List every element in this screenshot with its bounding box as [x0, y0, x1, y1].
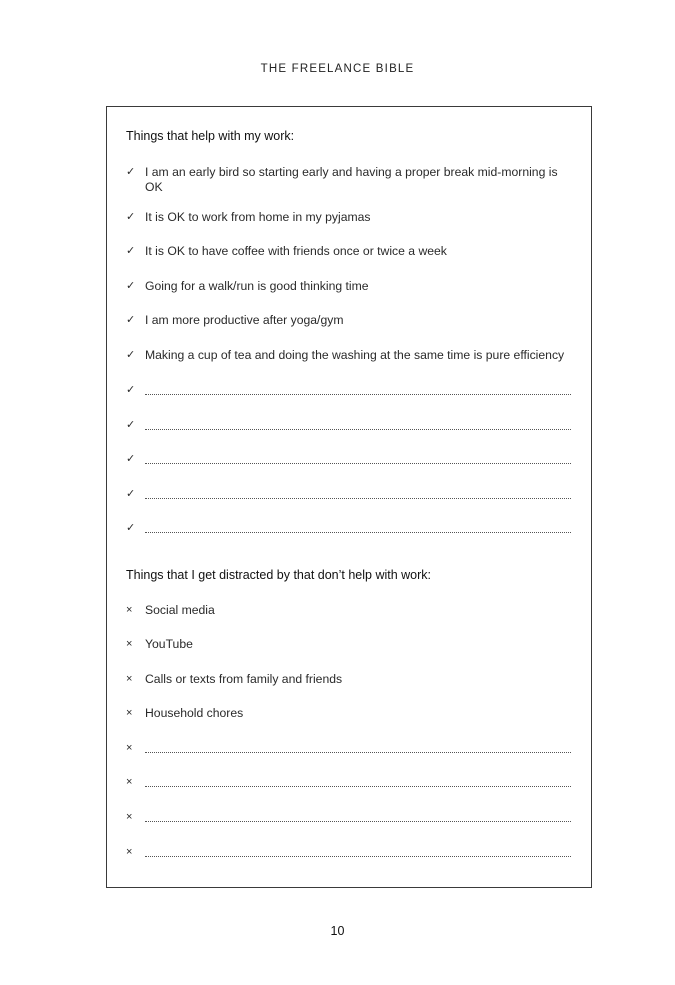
distract-item — [126, 672, 571, 687]
check-icon: ✓ — [126, 245, 136, 257]
check-icon: ✓ — [126, 314, 136, 326]
help-item — [126, 244, 571, 259]
distract-item-text: Calls or texts from family and friends — [145, 672, 343, 686]
cross-icon: × — [126, 638, 133, 650]
distract-item-text: YouTube — [145, 637, 193, 651]
distract-blank-line[interactable] — [126, 810, 571, 825]
distract-item-text: Social media — [145, 603, 215, 617]
help-item-text: I am more productive after yoga/gym — [145, 313, 344, 327]
help-blank-line[interactable] — [126, 521, 571, 536]
cross-icon: × — [126, 811, 133, 823]
cross-icon: × — [126, 707, 133, 719]
distract-item — [126, 637, 571, 652]
distract-item — [126, 603, 571, 618]
help-item — [126, 165, 571, 195]
distract-blank-line[interactable] — [126, 741, 571, 756]
help-section-heading: Things that help with my work: — [126, 129, 295, 143]
help-item-text: It is OK to work from home in my pyjamas — [145, 210, 371, 224]
help-item-text: Going for a walk/run is good thinking time — [145, 279, 369, 293]
help-item — [126, 279, 571, 294]
blank-dotted-line[interactable] — [145, 383, 571, 395]
check-icon: ✓ — [126, 488, 136, 500]
help-item — [126, 348, 586, 363]
distract-item — [126, 706, 571, 721]
check-icon: ✓ — [126, 419, 136, 431]
blank-dotted-line[interactable] — [145, 775, 571, 787]
help-item-text: I am an early bird so starting early and having a proper break mid-morning is OK — [145, 165, 558, 194]
help-item-text: Making a cup of tea and doing the washing at the same time is pure efficiency — [145, 348, 565, 362]
check-icon: ✓ — [126, 166, 136, 178]
cross-icon: × — [126, 673, 133, 685]
distract-blank-line[interactable] — [126, 775, 571, 790]
blank-dotted-line[interactable] — [145, 452, 571, 464]
blank-dotted-line[interactable] — [145, 810, 571, 822]
help-blank-line[interactable] — [126, 418, 571, 433]
running-head: THE FREELANCE BIBLE — [260, 63, 415, 75]
help-item — [126, 210, 571, 225]
blank-dotted-line[interactable] — [145, 521, 571, 533]
check-icon: ✓ — [126, 384, 136, 396]
check-icon: ✓ — [126, 211, 136, 223]
help-item — [126, 313, 571, 328]
cross-icon: × — [126, 742, 133, 754]
check-icon: ✓ — [126, 280, 136, 292]
check-icon: ✓ — [126, 453, 136, 465]
blank-dotted-line[interactable] — [145, 418, 571, 430]
worksheet-box — [106, 106, 592, 888]
help-item-text: It is OK to have coffee with friends once or twice a week — [145, 244, 447, 258]
distract-section-heading: Things that I get distracted by that don’t help with work: — [126, 568, 432, 582]
cross-icon: × — [126, 604, 133, 616]
blank-dotted-line[interactable] — [145, 845, 571, 857]
check-icon: ✓ — [126, 522, 136, 534]
cross-icon: × — [126, 846, 133, 858]
blank-dotted-line[interactable] — [145, 741, 571, 753]
distract-item-text: Household chores — [145, 706, 244, 720]
help-blank-line[interactable] — [126, 383, 571, 398]
check-icon: ✓ — [126, 349, 136, 361]
distract-blank-line[interactable] — [126, 845, 571, 860]
blank-dotted-line[interactable] — [145, 487, 571, 499]
help-blank-line[interactable] — [126, 487, 571, 502]
page-number: 10 — [330, 924, 345, 938]
cross-icon: × — [126, 776, 133, 788]
help-blank-line[interactable] — [126, 452, 571, 467]
